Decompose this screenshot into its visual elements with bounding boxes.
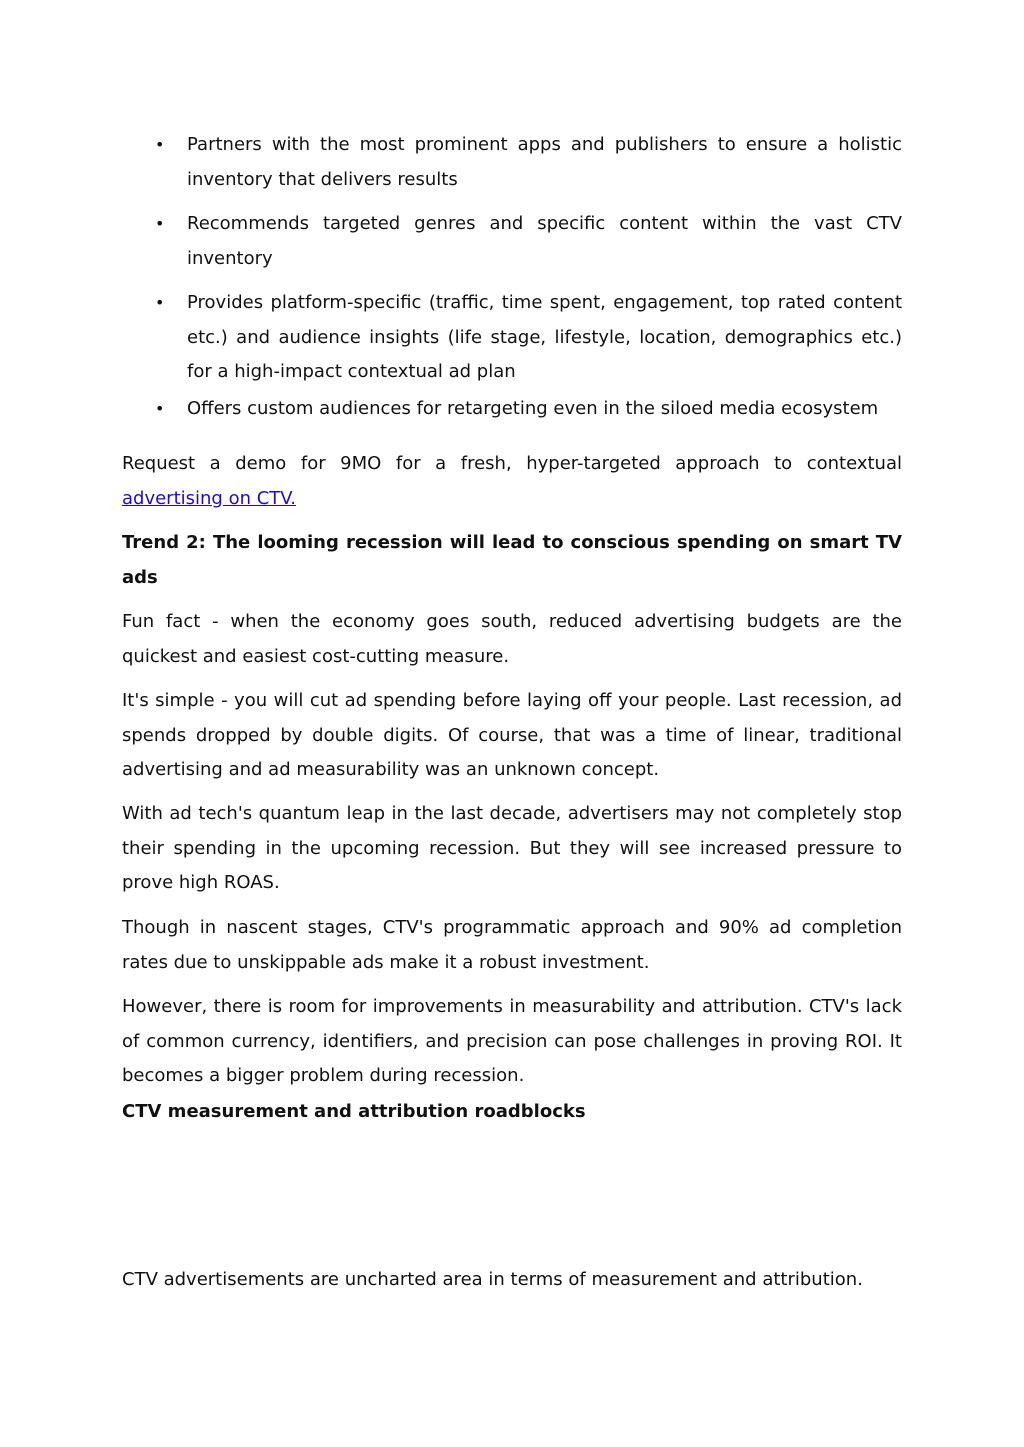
paragraph-ad-tech: With ad tech's quantum leap in the last decade, advertisers may not completely stop their spending in the upcoming recession. But they will see increased pressure to prove high ROAS. [122, 803, 902, 893]
list-item [122, 286, 902, 390]
benefits-list [122, 128, 902, 436]
list-item [122, 207, 902, 276]
bullet-icon: • [155, 398, 165, 418]
roadblocks-heading: CTV measurement and attribution roadblocks [122, 1101, 586, 1122]
trend-2-heading: Trend 2: The looming recession will lead to conscious spending on smart TV ads [122, 532, 902, 588]
list-item-text: Partners with the most prominent apps and publishers to ensure a holistic inventory that delivers results [187, 134, 902, 190]
list-item-text: Provides platform-specific (traffic, time spent, engagement, top rated content etc.) and audience insights (life stage, lifestyle, location, demographics etc.) for a high-impact contextual ad plan [187, 292, 902, 382]
paragraph-fun-fact: Fun fact - when the economy goes south, reduced advertising budgets are the quickest and easiest cost-cutting measure. [122, 611, 902, 667]
paragraph-improvements: However, there is room for improvements in measurability and attribution. CTV's lack of common currency, identifiers, and precision can pose challenges in proving ROI. It becomes a bigger problem during recession. [122, 996, 902, 1086]
bullet-icon: • [155, 293, 165, 312]
list-item [122, 392, 902, 427]
list-item-text: Offers custom audiences for retargeting even in the siloed media ecosystem [187, 397, 879, 419]
list-item-text: Recommends targeted genres and specific content within the vast CTV inventory [187, 213, 902, 269]
paragraph-simple: It's simple - you will cut ad spending before laying off your people. Last recession, ad spends dropped by double digits. Of course, that was a time of linear, traditional advertising and ad measurability was an unknown concept. [122, 690, 902, 780]
paragraph-nascent: Though in nascent stages, CTV's programmatic approach and 90% ad completion rates due to unskippable ads make it a robust investment. [122, 917, 902, 973]
ctv-advertising-link[interactable]: advertising on CTV. [122, 487, 296, 509]
bullet-icon: • [155, 214, 165, 233]
demo-text: Request a demo for 9MO for a fresh, hyper-targeted approach to contextual [122, 453, 902, 474]
list-item [122, 128, 902, 197]
closing-paragraph: CTV advertisements are uncharted area in terms of measurement and attribution. [122, 1269, 863, 1290]
bullet-icon: • [155, 135, 165, 154]
demo-paragraph [122, 447, 902, 516]
